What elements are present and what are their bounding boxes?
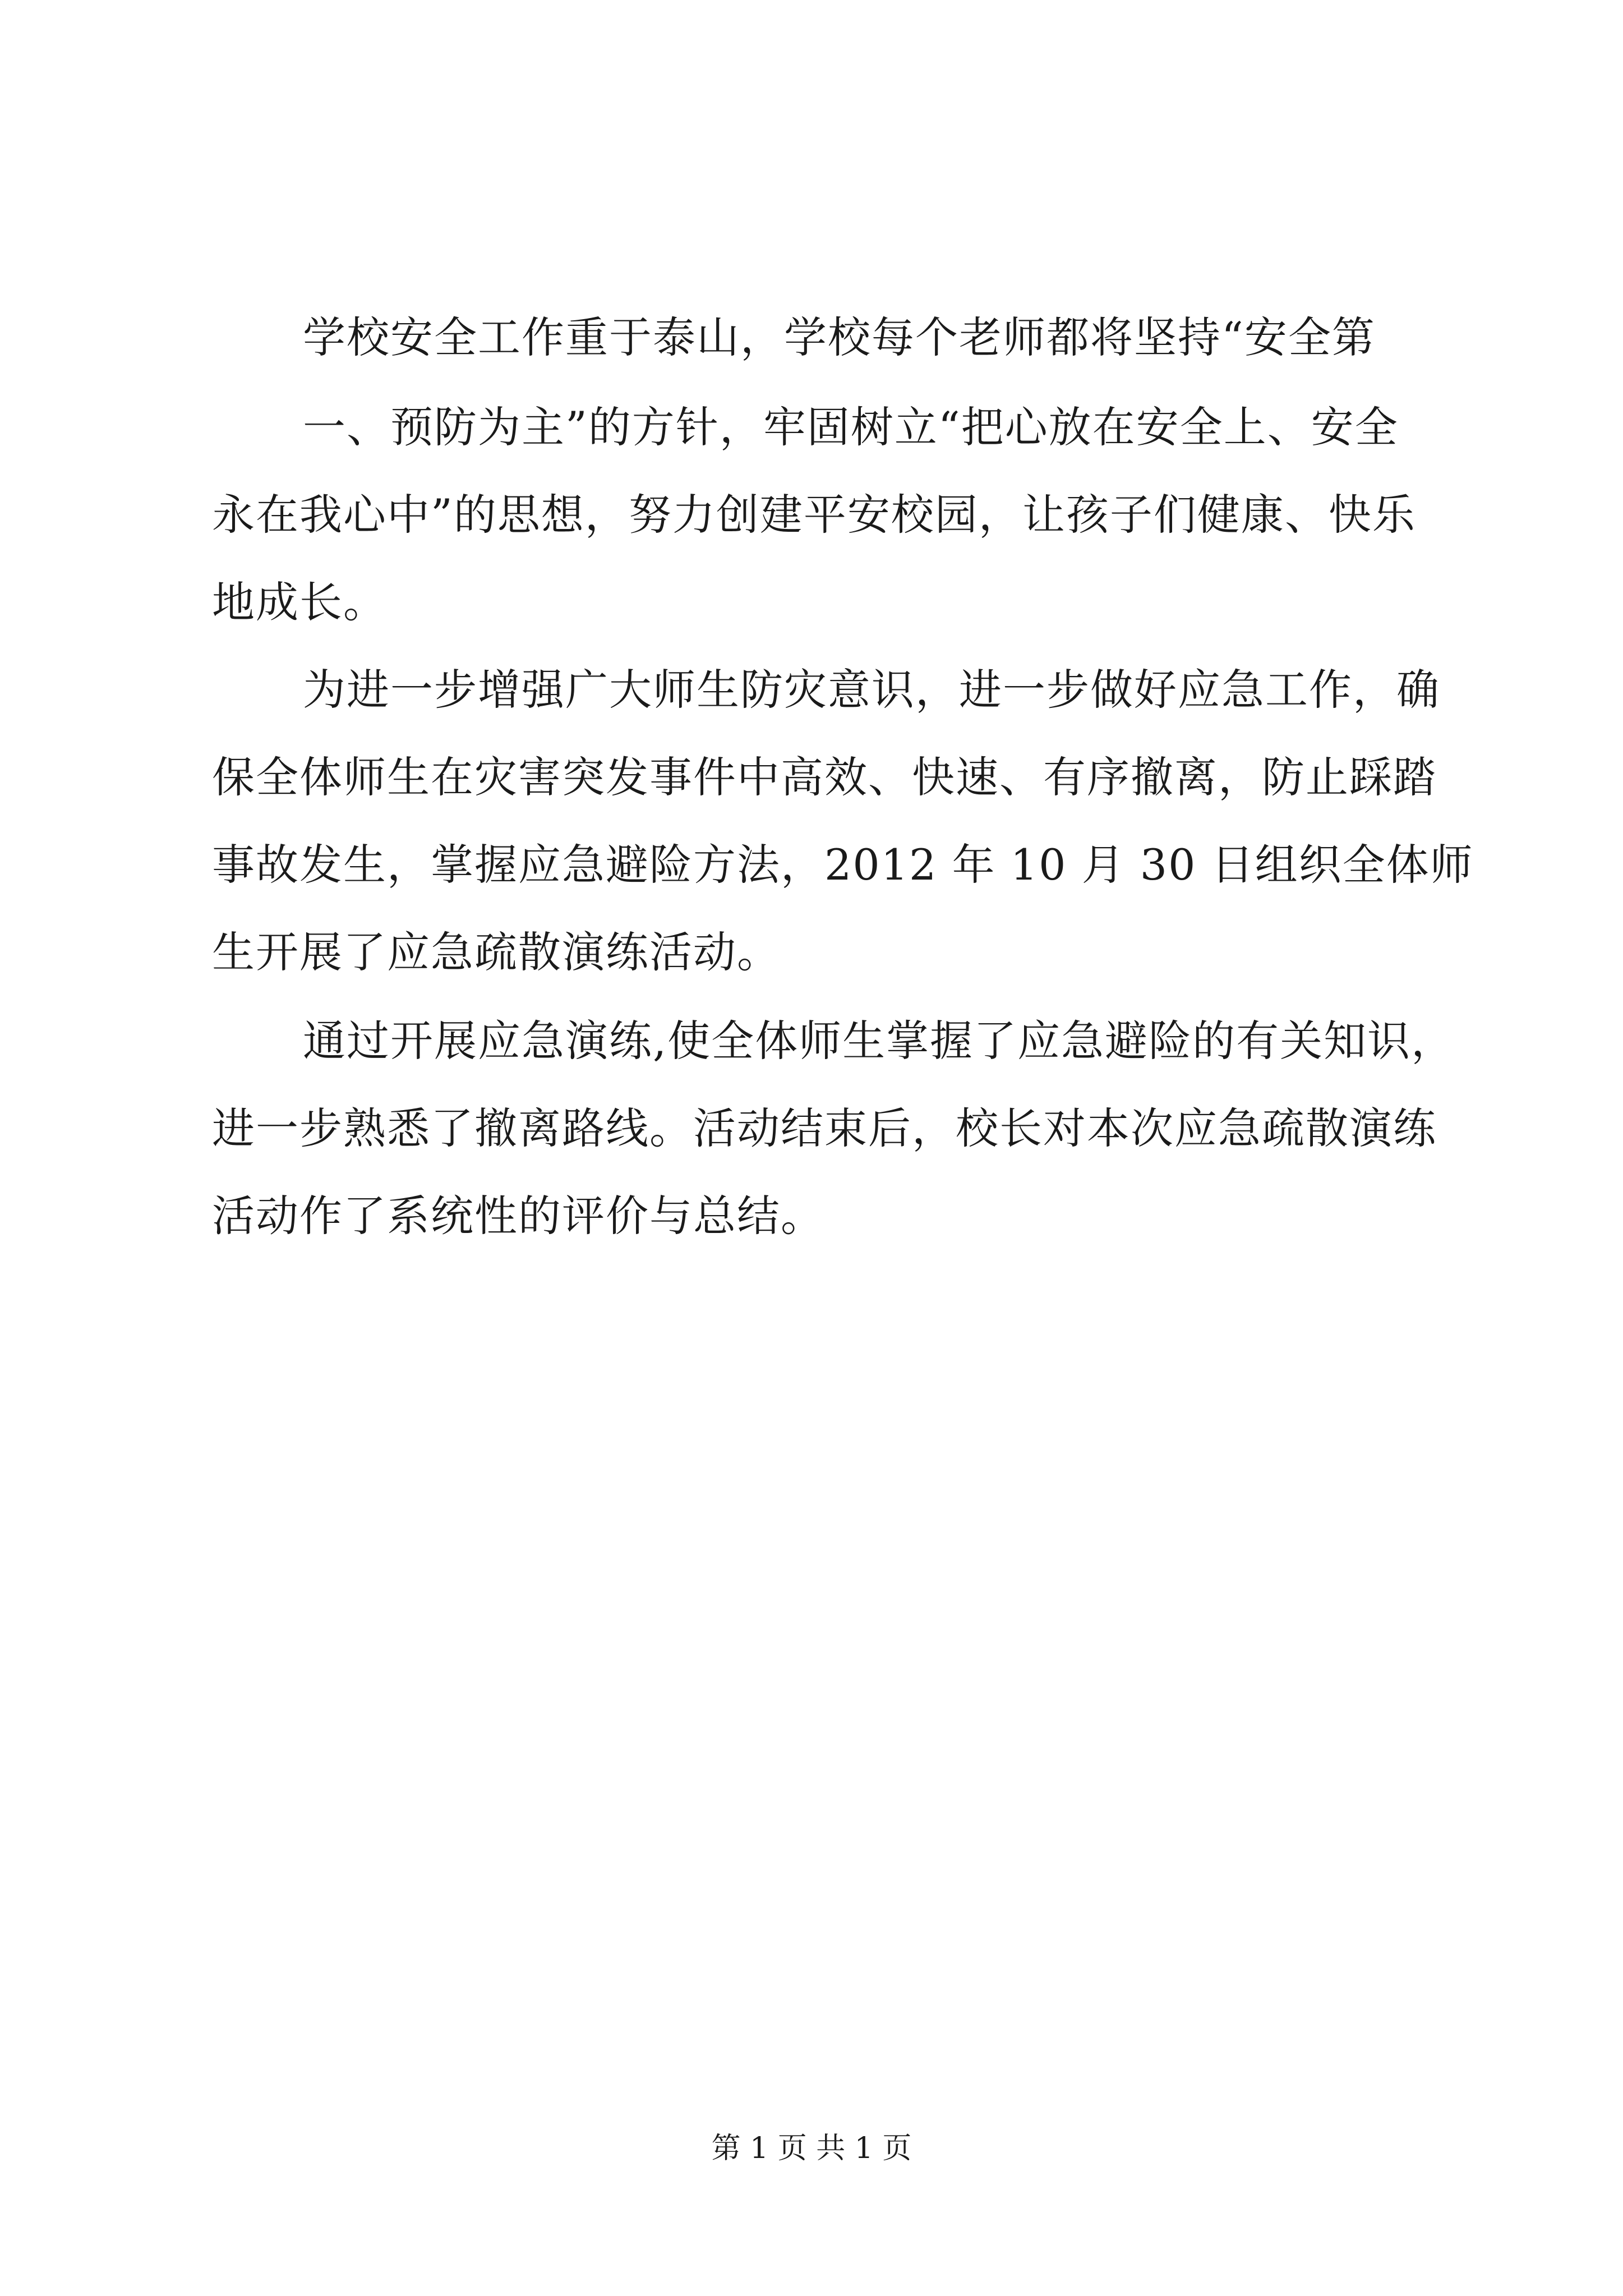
- paragraph-1-line-2: 一、预防为主”的方针，牢固树立“把心放在安全上、安全: [303, 402, 1399, 452]
- paragraph-1-line-1: 学校安全工作重于泰山，学校每个老师都将坚持“安全第: [303, 312, 1376, 362]
- paragraph-3-line-3: 活动作了系统性的评价与总结。: [212, 1191, 824, 1241]
- paragraph-2-line-2: 保全体师生在灾害突发事件中高效、快速、有序撤离，防止踩踏: [212, 752, 1437, 802]
- paragraph-3-line-2: 进一步熟悉了撤离路线。活动结束后，校长对本次应急疏散演练: [212, 1103, 1437, 1153]
- paragraph-2-line-3: 事故发生，掌握应急避险方法，2012 年 10 月 30 日组织全体师: [212, 840, 1474, 890]
- paragraph-2-line-1: 为进一步增强广大师生防灾意识，进一步做好应急工作，确: [303, 665, 1440, 715]
- paragraph-2-line-4: 生开展了应急疏散演练活动。: [212, 927, 781, 977]
- paragraph-1-line-3: 永在我心中”的思想，努力创建平安校园，让孩子们健康、快乐: [212, 490, 1416, 540]
- page-number-footer: 第 1 页 共 1 页: [711, 2132, 912, 2165]
- paragraph-3-line-1: 通过开展应急演练,使全体师生掌握了应急避险的有关知识，: [303, 1016, 1455, 1066]
- paragraph-1-line-4: 地成长。: [212, 577, 387, 627]
